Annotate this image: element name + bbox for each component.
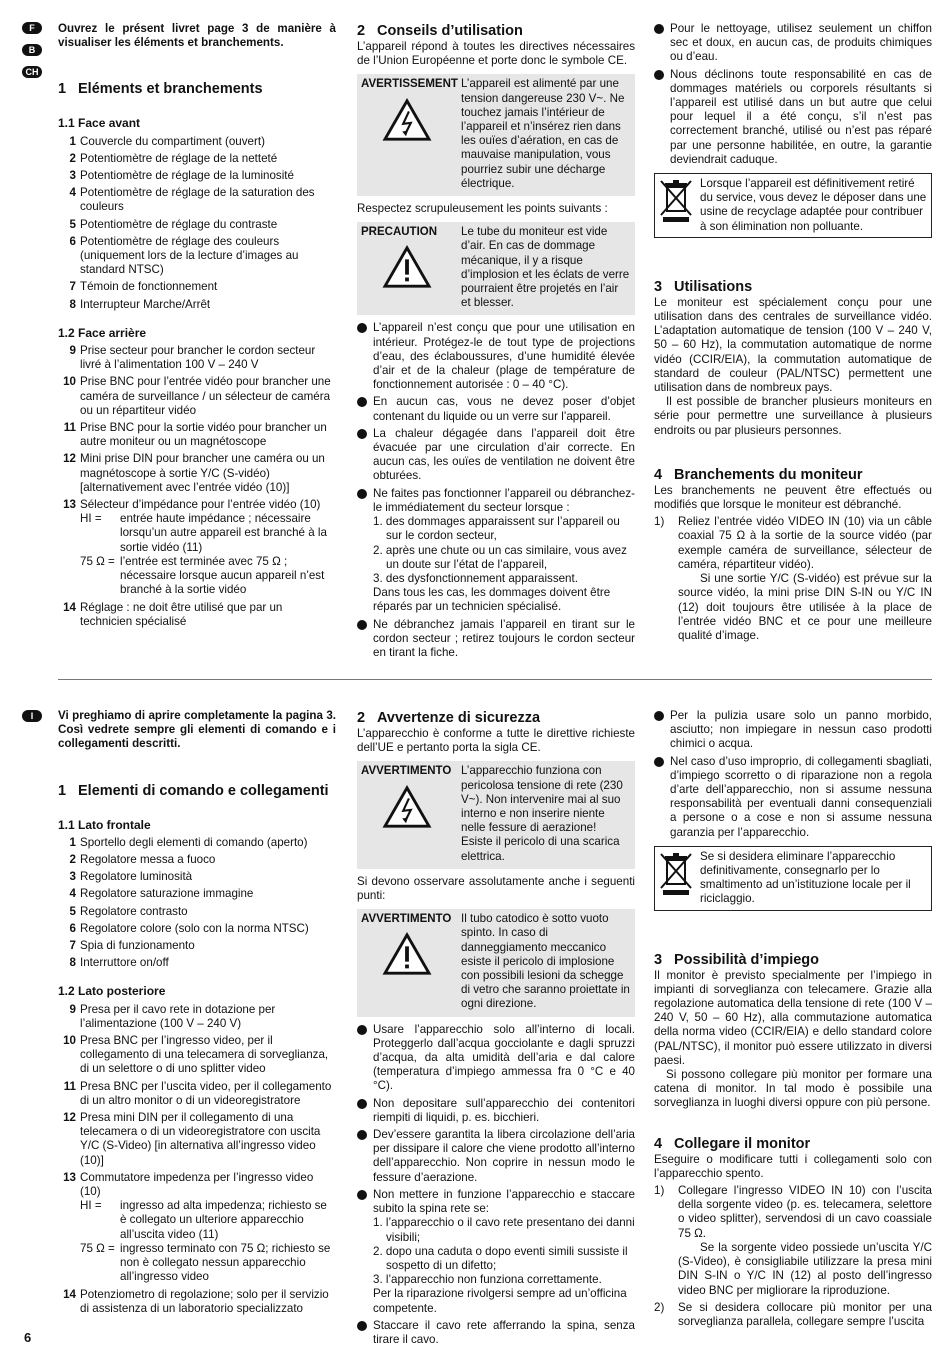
fr-section-3-p1: Le moniteur est spécialement conçu pour une utilisation dans des centrales de surveillance vidéo. L’adaptation automatique de tension (100 V – 240 V, 50 – 60 Hz), la commutation automatique de norme vidéo (CCIR/EIA), la commutation automatique de standard de couleur (PAL/NTSC) permettent une utilisation dans de nombreux pays.: [654, 295, 932, 395]
fr-section-3-p2: Il est possible de brancher plusieurs moniteurs en série pour permettre une surveillance à plusieurs endroits ou par plusieurs personnes.: [654, 395, 932, 437]
list-item: 3 Potentiomètre de réglage de la luminosité: [69, 169, 294, 183]
list-item: 3 Regolatore luminosità: [69, 870, 193, 884]
list-item: 4 Regolatore saturazione immagine: [69, 887, 254, 901]
page-number: 6: [24, 1329, 32, 1345]
bullet-icon: [357, 1099, 367, 1109]
it-recycling-box: Se si desidera eliminare l’apparecchio definitivamente, consegnarlo per lo smaltimento ad un’istituzione locale per il riciclaggio.: [654, 846, 932, 911]
fr-section-2-intro: L’appareil répond à toutes les directives nécessaires de l’Union Européenne et porte donc le symbole CE.: [357, 40, 635, 68]
fr-section-1-title: 1 Eléments et branchements: [58, 81, 263, 98]
bullet-item: Ne débranchez jamais l’appareil en tirant sur le cordon secteur ; retirez toujours le cordon secteur en tirant la fiche.: [357, 618, 635, 661]
section-divider: [58, 679, 932, 680]
badge-ch: CH: [22, 66, 42, 78]
it-intro: Vi preghiamo di aprire completamente la pagina 3. Così vedrete sempre gli elementi di comando e i collegamenti descritti.: [58, 709, 336, 751]
fr-section-3-title: 3 Utilisations: [654, 278, 753, 295]
precaution-text: Le tube du moniteur est vide d’air. En cas de dommage mécanique, il y a risque d’implosion et les éclats de verre pourraient être projetés en l’air et blesser.: [461, 225, 630, 310]
bullet-item: Pour le nettoyage, utilisez seulement un chiffon sec et doux, en aucun cas, de produits chimiques ou d’eau.: [654, 22, 932, 65]
bullet-item: Dev’essere garantita la libera circolazione dell’aria per dissipare il calore che viene prodotto all’interno dell’apparecchio. Non coprire in nessun modo le fessure d’aerazione.: [357, 1128, 635, 1185]
fr-section-4-p: Les branchements ne peuvent être effectués ou modifiés que lorsque le moniteur est débranché.: [654, 483, 932, 512]
list-item: 4 Potentiomètre de réglage de la saturation des couleurs: [69, 186, 315, 214]
warning-title: AVVERTIMENTO: [361, 765, 452, 778]
fr-recycling-box: Lorsque l’appareil est définitivement retiré du service, vous devez le déposer dans une usine de recyclage adaptée pour contribuer à son élimination non polluante.: [654, 173, 932, 238]
fr-column-3: [654, 22, 932, 646]
fr-warning-box: [357, 74, 635, 196]
bullet-item: Non depositare sull’apparecchio dei contenitori riempiti di liquidi, p. es. bicchieri.: [357, 1097, 635, 1125]
fr-section-2-title: 2 Conseils d’utilisation: [357, 23, 523, 39]
list-item: 13 Sélecteur d’impédance pour l’entrée vidéo (10): [63, 498, 321, 512]
list-item: 14 Réglage : ne doit être utilisé que par un technicien spécialisé: [63, 600, 283, 628]
language-badges-it: [22, 710, 44, 732]
exclamation-warning-icon: [381, 932, 433, 976]
precaution-title: AVVERTIMENTO: [361, 913, 452, 926]
fr-precaution-box: [357, 222, 635, 315]
bullet-icon: [357, 323, 367, 333]
list-item: 5 Potentiomètre de réglage du contraste: [69, 217, 278, 231]
badge-f: F: [22, 22, 42, 34]
it-section-1-1: 1.1 Lato frontale: [58, 817, 151, 832]
it-section-3-title: 3 Possibilità d’impiego: [654, 951, 820, 968]
it-section-3-p2: Si possono collegare più monitor per formare una catena di monitor. In tal modo è possibile una sorveglianza in luoghi diversi oppure con più persone.: [654, 1068, 932, 1110]
fr-intro: Ouvrez le présent livret page 3 de manière à visualiser les éléments et branchements.: [58, 22, 336, 50]
it-front-list: [58, 836, 336, 971]
list-item: 8 Interruttore on/off: [69, 956, 169, 970]
warning-title: AVERTISSEMENT: [361, 78, 458, 91]
list-item: 6 Potentiomètre de réglage des couleurs (uniquement lors de la lecture d’images au standard NTSC): [69, 234, 299, 277]
it-column-1: [58, 709, 336, 1319]
warning-text: L’apparecchio funziona con pericolosa tensione di rete (230 V~). Non intervenire mai al suo interno e non inserire niente nelle fessure di aerazione! Esiste il pericolo di una scarica elettrica.: [461, 764, 623, 863]
bullet-item: Nel caso d’uso improprio, di collegamenti sbagliati, d’impiego scorretto o di riparazione non a regola d’arte dell’apparecchio, non si assume nessuna responsabilità per eventuali danni consequenziali a persone o a cose e non si assume nessuna garanzia per l’apparecchio.: [654, 755, 932, 840]
bullet-item: Per la pulizia usare solo un panno morbido, asciutto; non impiegare in nessun caso prodotti chimici o acqua.: [654, 709, 932, 752]
it-warning-box: [357, 761, 635, 868]
fr-column-1: [58, 22, 336, 632]
badge-i: I: [22, 710, 42, 722]
it-respect: Si devono osservare assolutamente anche i seguenti punti:: [357, 874, 635, 903]
bullet-item: La chaleur dégagée dans l’appareil doit être évacuée par une circulation d’air correcte. En aucun cas, les ouïes de ventilation ne doivent être obturées.: [357, 427, 635, 484]
bullet-icon: [654, 757, 664, 767]
it-column-3: [654, 709, 932, 1332]
bullet-item: Staccare il cavo rete afferrando la spina, senza tirare il cavo.: [357, 1319, 635, 1347]
list-item: 10 Prise BNC pour l’entrée vidéo pour brancher une caméra de surveillance / un sélecteur de caméra ou un répartiteur vidéo: [63, 375, 331, 417]
fr-section-1-2: 1.2 Face arrière: [58, 325, 147, 340]
it-rear-list: [58, 1003, 336, 1316]
list-item: 5 Regolatore contrasto: [69, 904, 188, 918]
bullet-icon: [357, 429, 367, 439]
crossed-bin-icon: [658, 850, 694, 896]
fr-column-2: [357, 22, 635, 663]
list-item: 9 Presa per il cavo rete in dotazione per l’alimentazione (100 V – 240 V): [69, 1002, 276, 1030]
list-item: 1) Reliez l’entrée vidéo VIDEO IN (10) via un câble coaxial 75 Ω à la sortie de la source vidéo (par exemple caméra de surveillance, sélecteur de caméra, répartiteur vidéo). Si une sortie Y/C (S-vidéo) est prévue sur la source vidéo, la mini prise DIN S-IN ou Y/C IN (12) doit toujours être utilisée à la place de l’entrée vidéo BNC et ce pour une meilleure qualité d’image.: [654, 515, 932, 642]
it-section-4-p: Eseguire o modificare tutti i collegamenti solo con l’apparecchio spento.: [654, 1152, 932, 1180]
badge-b: B: [22, 44, 42, 56]
list-item: 12 Presa mini DIN per il collegamento di una telecamera o di un videoregistratore con uscita Y/C (S-Video) [in alternativa all’ingresso video (10)]: [63, 1111, 321, 1167]
impedance-row: HI = entrée haute impédance ; nécessaire lorsqu’un autre appareil est branché à la sortie vidéo (11): [80, 512, 327, 554]
bullet-icon: [357, 1321, 367, 1331]
electric-shock-warning-icon: [381, 785, 433, 829]
list-item: 14 Potenziometro di regolazione; solo per il servizio di assistenza di un laboratorio specializzato: [63, 1287, 329, 1315]
bullet-icon: [654, 70, 664, 80]
list-item: 11 Prise BNC pour la sortie vidéo pour brancher un autre moniteur ou un magnétoscope: [63, 421, 327, 449]
list-item: 7 Spia di funzionamento: [69, 939, 195, 953]
impedance-row: 75 Ω = l’entrée est terminée avec 75 Ω ; nécessaire lorsque aucun appareil n’est branché à la sortie vidéo: [80, 554, 325, 597]
fr-section-4-title: 4 Branchements du moniteur: [654, 466, 863, 483]
bullet-item: Non mettere in funzione l’apparecchio e staccare subito la spina rete se:: [357, 1188, 635, 1216]
precaution-title: PRECAUTION: [361, 226, 438, 239]
language-badges-fr: [22, 22, 44, 88]
it-column-2: [357, 709, 635, 1350]
bullet-item: En aucun cas, vous ne devez poser d’objet contenant du liquide ou un verre sur l’appareil.: [357, 395, 635, 423]
it-section-2-title: 2 Avvertenze di sicurezza: [357, 710, 541, 726]
list-item: 9 Prise secteur pour brancher le cordon secteur livré à l’alimentation 100 V – 240 V: [69, 344, 316, 372]
bullet-item: Usare l’apparecchio solo all’interno di locali. Proteggerlo dall’acqua gocciolante e dagli spruzzi d’acqua, da alta umidità dell’aria e dal calore (temperatura d’impiego ammessa fra 0 °C e 40 °C).: [357, 1023, 635, 1094]
list-item: 6 Regolatore colore (solo con la norma NTSC): [69, 921, 309, 935]
precaution-text: Il tubo catodico è sotto vuoto spinto. In caso di danneggiamento meccanico esiste il pericolo di implosione con possibili lesioni da schegge di vetro che saranno proiettate in ogni direzione.: [461, 912, 630, 1011]
bullet-icon: [357, 1130, 367, 1140]
fr-front-list: [58, 135, 336, 312]
it-section-1-title: 1 Elementi di comando e collegamenti: [58, 782, 329, 799]
bullet-icon: [357, 620, 367, 630]
it-section-2-intro: L’apparecchio è conforme a tutte le direttive richieste dell’UE e pertanto porta la sigla CE.: [357, 727, 635, 755]
it-section-1-2: 1.2 Lato posteriore: [58, 984, 166, 999]
bullet-item: Ne faites pas fonctionner l’appareil ou débranchez-le immédiatement du secteur lorsque :: [357, 487, 635, 515]
fr-sub-list: 1. des dommages apparaissent sur l’appareil ou sur le cordon secteur, 2. après une chute ou un cas similaire, vous avez un doute sur l’état de l’appareil, 3. des dysfonctionnement apparaissent. Dans tous les cas, les dommages doivent être réparés par un technicien spécialisé.: [373, 515, 627, 614]
it-section-4-title: 4 Collegare il monitor: [654, 1135, 811, 1152]
bullet-icon: [357, 1190, 367, 1200]
bullet-icon: [654, 24, 664, 34]
it-precaution-box: [357, 909, 635, 1016]
list-item: 12 Mini prise DIN pour brancher une caméra ou un magnétoscope à sortie Y/C (S-vidéo) [alternativement avec l’entrée vidéo (10)]: [63, 452, 325, 494]
it-sub-list: 1. l’apparecchio o il cavo rete presentano dei danni visibili; 2. dopo una caduta o dopo eventi simili sussiste il sospetto di un difetto; 3. l’apparecchio non funziona correttamente. Per la riparazione rivolgersi sempre ad un’officina competente.: [373, 1216, 635, 1315]
impedance-row: 75 Ω = ingresso terminato con 75 Ω; richiesto se non è collegato nessun apparecchio all’ingresso video: [80, 1241, 331, 1284]
list-item: 11 Presa BNC per l’uscita video, per il collegamento di un altro monitor o di un videoregistratore: [63, 1079, 332, 1107]
bullet-item: Nous déclinons toute responsabilité en cas de dommages matériels ou corporels résultants si l’appareil est utilisé dans un but autre que celui pour lequel il a été conçu, s’il n’est pas correctement branché, utilisé ou n’est pas réparé par une personne habilitée, en outre, la garantie deviendrait caduque.: [654, 68, 932, 167]
crossed-bin-icon: [658, 177, 694, 223]
list-item: 7 Témoin de fonctionnement: [69, 280, 218, 294]
list-item: 10 Presa BNC per l’ingresso video, per il collegamento di una telecamera di sorveglianza, di un selettore o di uno splitter video: [63, 1034, 329, 1076]
warning-text: L’appareil est alimenté par une tension dangereuse 230 V~. Ne touchez jamais l’intérieur de l’appareil et n’insérez rien dans les ouïes d’aération, en cas de mauvaise manipulation, vous pourriez subir une décharge électrique.: [461, 77, 625, 190]
list-item: 1 Couvercle du compartiment (ouvert): [69, 134, 265, 148]
impedance-row: HI = ingresso ad alta impedenza; richiesto se è collegato un ulteriore apparecchio all’uscita video (11): [80, 1199, 327, 1241]
bullet-item: L’appareil n’est conçu que pour une utilisation en intérieur. Protégez-le de tout type de projections d’eau, des éclaboussures, d’une humidité élevée d’air et de la chaleur (plage de température de fonctionnement autorisée : 0 – 40 °C).: [357, 321, 635, 392]
it-section-3-p1: Il monitor è previsto specialmente per l’impiego in impianti di sorveglianza con telecamere. Grazie alla regolazione automatica della tensione di rete (100 V – 240 V, 50 – 60 Hz), alla commutazione automatica della norma video (CCIR/EIA) e dello standard colore (PAL/NTSC), il monitor può essere utilizzato in diversi paesi.: [654, 968, 932, 1067]
list-item: 2 Potentiomètre de réglage de la netteté: [69, 151, 278, 165]
list-item: 2) Se si desidera collocare più monitor per una sorveglianza parallela, collegare sempre l’uscita: [654, 1300, 932, 1328]
list-item: 13 Commutatore impedenza per l’ingresso video (10): [63, 1170, 314, 1199]
fr-respect: Respectez scrupuleusement les points suivants :: [357, 202, 608, 216]
electric-shock-warning-icon: [381, 98, 433, 142]
fr-section-1-1: 1.1 Face avant: [58, 116, 141, 131]
bullet-icon: [654, 711, 664, 721]
bullet-icon: [357, 489, 367, 499]
list-item: 1 Sportello degli elementi di comando (aperto): [69, 835, 308, 849]
exclamation-warning-icon: [381, 245, 433, 289]
bullet-icon: [357, 1025, 367, 1035]
list-item: 8 Interrupteur Marche/Arrêt: [69, 297, 211, 311]
fr-rear-list: [58, 344, 336, 629]
list-item: 1) Collegare l’ingresso VIDEO IN 10) con l’uscita della sorgente video (p. es. telecamera, selettore o video splitter), servendosi di un cavo coassiale 75 Ω. Se la sorgente video possiede un’uscita Y/C (S-Video), è consigliabile utilizzare la presa mini DIN S-IN o Y/C IN (12) al posto dell’ingresso video BNC per migliorare la riproduzione.: [654, 1184, 932, 1297]
bullet-icon: [357, 397, 367, 407]
list-item: 2 Regolatore messa a fuoco: [69, 853, 216, 867]
